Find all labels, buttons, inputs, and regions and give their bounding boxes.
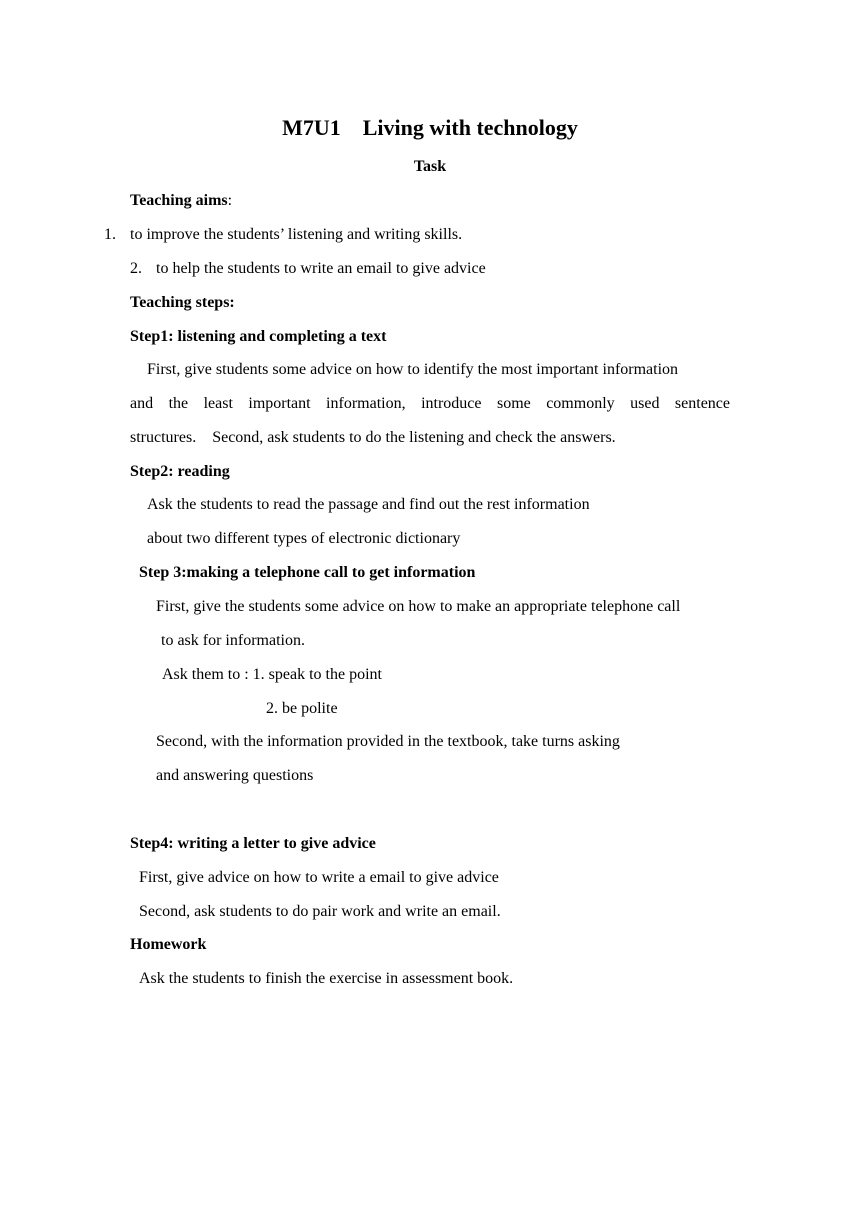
step3-line-5: Second, with the information provided in the textbook, take turns asking — [156, 733, 620, 750]
step3-line-1: First, give the students some advice on how to make an appropriate telephone call — [156, 598, 681, 615]
aim-1-number: 1. — [104, 226, 116, 243]
teaching-steps-heading: Teaching steps: — [130, 294, 235, 311]
step4-line-2: Second, ask students to do pair work and write an email. — [139, 903, 501, 920]
step3-line-2: to ask for information. — [161, 632, 305, 649]
document-subtitle: Task — [413, 158, 447, 175]
homework-line-1: Ask the students to finish the exercise in assessment book. — [139, 970, 514, 987]
step2-line-2: about two different types of electronic dictionary — [147, 530, 461, 547]
document-title: M7U1 Living with technology — [282, 115, 578, 140]
step1-heading: Step1: listening and completing a text — [130, 328, 387, 345]
step1-line-2: and the least important information, introduce some commonly used sentence — [130, 395, 730, 412]
step2-line-1: Ask the students to read the passage and find out the rest information — [147, 496, 590, 513]
homework-heading: Homework — [130, 936, 207, 953]
step4-heading: Step4: writing a letter to give advice — [130, 835, 376, 852]
aim-2-text: to help the students to write an email to give advice — [156, 260, 486, 277]
step3-heading: Step 3:making a telephone call to get information — [139, 564, 476, 581]
aim-1-text: to improve the students’ listening and writing skills. — [130, 226, 463, 243]
step3-line-6: and answering questions — [156, 767, 314, 784]
aim-2-number: 2. — [130, 260, 142, 277]
step3-line-4: 2. be polite — [266, 700, 338, 717]
step4-line-1: First, give advice on how to write a email to give advice — [139, 869, 499, 886]
step1-line-1: First, give students some advice on how to identify the most important information — [147, 361, 679, 378]
step2-heading: Step2: reading — [130, 463, 230, 480]
teaching-aims-colon: : — [227, 192, 233, 209]
teaching-aims-heading — [130, 191, 232, 211]
teaching-aims-label: Teaching aims — [130, 192, 228, 209]
step3-line-3: Ask them to : 1. speak to the point — [162, 666, 382, 683]
step1-line-3: structures. Second, ask students to do the listening and check the answers. — [130, 429, 616, 446]
